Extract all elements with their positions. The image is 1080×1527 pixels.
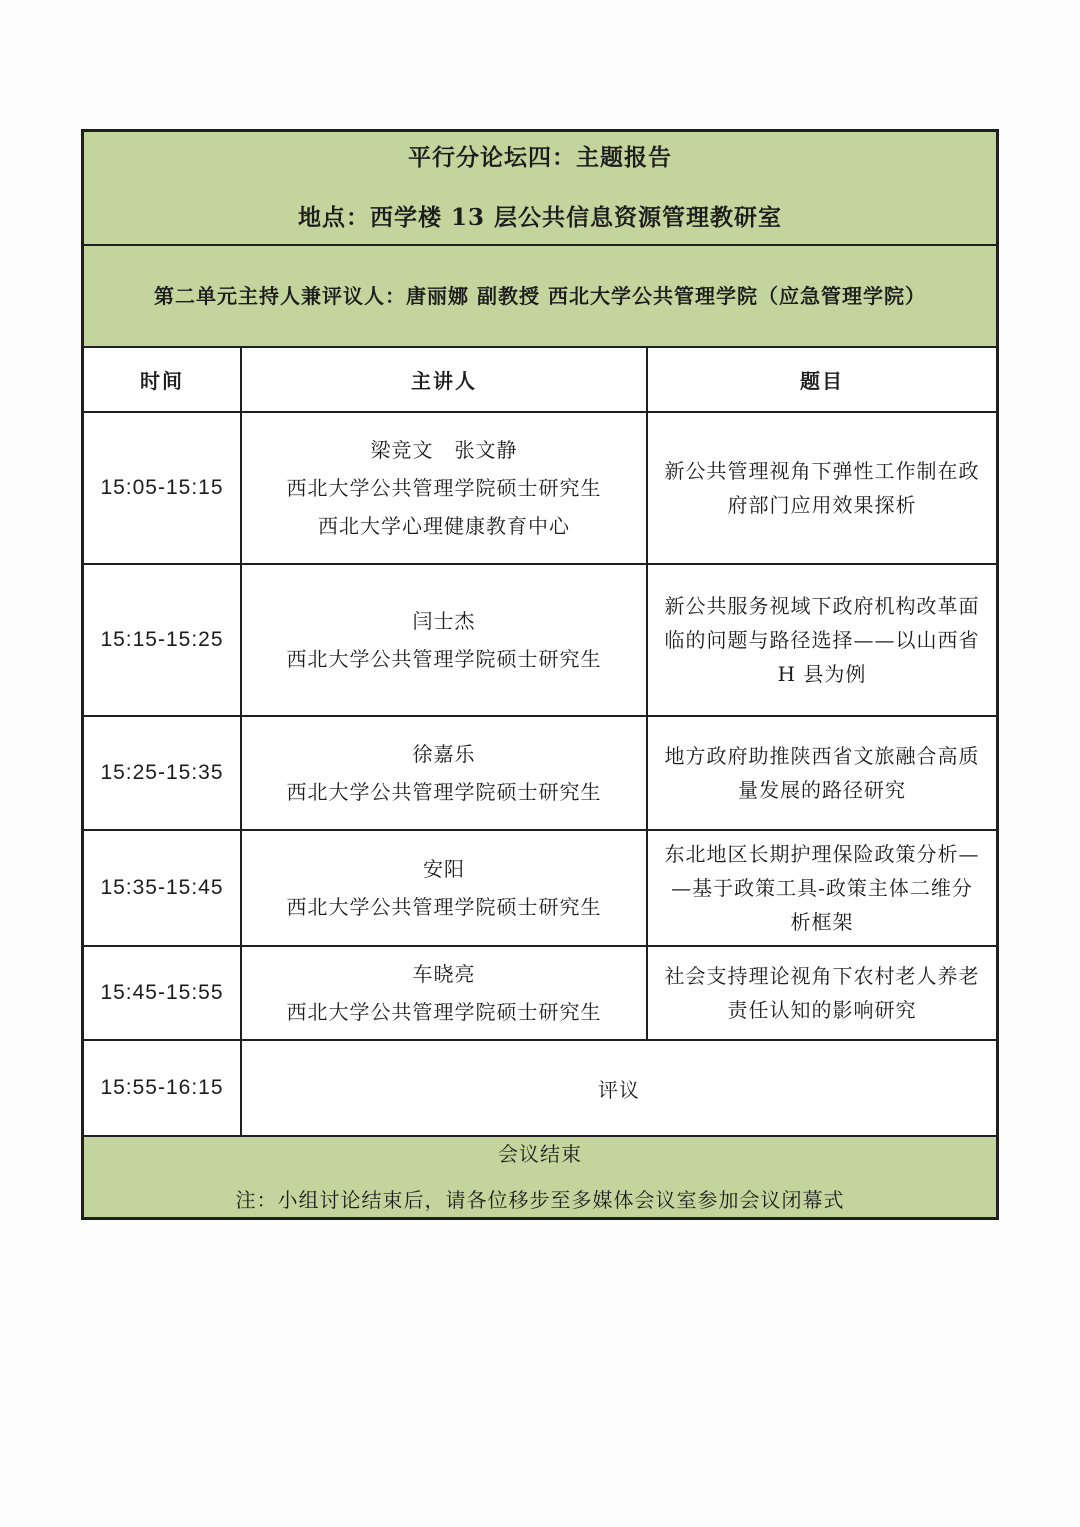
closing-text: 会议结束 (498, 1142, 582, 1166)
column-header-speaker: 主讲人 (240, 348, 646, 411)
speaker-line: 西北大学公共管理学院硕士研究生 (286, 895, 602, 919)
speaker-cell (240, 565, 646, 715)
title-line: 府部门应用效果探析 (727, 493, 917, 517)
title-cell (646, 413, 996, 563)
title-cell (646, 717, 996, 829)
title-line: H 县为例 (777, 662, 867, 686)
footer-block (84, 1135, 996, 1217)
moderator-value: 唐丽娜 副教授 西北大学公共管理学院（应急管理学院） (406, 284, 926, 308)
column-header-time: 时间 (140, 369, 184, 393)
moderator-line (154, 282, 926, 310)
speaker-line: 西北大学公共管理学院硕士研究生 (286, 1000, 602, 1024)
time-cell: 15:15-15:25 (100, 628, 224, 651)
title-line: 地方政府助推陕西省文旅融合高质 (664, 744, 980, 768)
speaker-cell (240, 947, 646, 1039)
title-cell (646, 565, 996, 715)
time-cell: 15:45-15:55 (100, 981, 224, 1004)
moderator-label: 第二单元主持人兼评议人： (154, 284, 407, 308)
title-line: 新公共服务视域下政府机构改革面 (664, 594, 980, 618)
schedule-row (84, 829, 996, 945)
schedule-row (84, 1039, 996, 1135)
speaker-line: 西北大学心理健康教育中心 (318, 514, 570, 538)
speaker-line: 西北大学公共管理学院硕士研究生 (286, 780, 602, 804)
time-cell: 15:35-15:45 (100, 876, 224, 899)
time-cell: 15:55-16:15 (100, 1076, 224, 1099)
speaker-cell (240, 413, 646, 563)
speaker-cell (240, 717, 646, 829)
schedule-row (84, 945, 996, 1039)
moderator-row (84, 244, 996, 346)
speaker-line: 安阳 (423, 857, 465, 881)
column-header-title: 题目 (646, 348, 996, 411)
title-line: 东北地区长期护理保险政策分析— (664, 842, 980, 866)
speaker-line: 车晓亮 (412, 962, 476, 986)
speaker-line: 西北大学公共管理学院硕士研究生 (286, 647, 602, 671)
schedule-row (84, 413, 996, 563)
time-cell: 15:05-15:15 (100, 476, 224, 499)
title-line: 析框架 (790, 910, 854, 934)
title-line: 量发展的路径研究 (738, 778, 906, 802)
title-line: 社会支持理论视角下农村老人养老 (664, 964, 980, 988)
title-line: 责任认知的影响研究 (727, 998, 917, 1022)
speaker-line: 西北大学公共管理学院硕士研究生 (286, 476, 602, 500)
forum-title: 平行分论坛四：主题报告 (408, 144, 672, 171)
title-line: 临的问题与路径选择——以山西省 (664, 628, 980, 652)
note-text: 注：小组讨论结束后，请各位移步至多媒体会议室参加会议闭幕式 (235, 1188, 845, 1212)
title-line: —基于政策工具-政策主体二维分 (671, 876, 973, 900)
column-header-row (84, 346, 996, 411)
forum-location: 地点：西学楼 13 层公共信息资源管理教研室 (297, 204, 783, 231)
schedule-row (84, 563, 996, 715)
title-line: 新公共管理视角下弹性工作制在政 (664, 459, 980, 483)
review-cell: 评议 (240, 1041, 996, 1135)
time-cell: 15:25-15:35 (100, 761, 224, 784)
title-cell (646, 947, 996, 1039)
schedule-row (84, 715, 996, 829)
table-title-block (84, 132, 996, 244)
speaker-cell (240, 831, 646, 945)
speaker-line: 闫士杰 (412, 609, 476, 633)
speaker-line: 梁竞文 张文静 (370, 438, 518, 462)
forum-schedule-table (81, 129, 999, 1220)
schedule-rows (84, 411, 996, 1135)
speaker-line: 徐嘉乐 (412, 742, 476, 766)
title-cell (646, 831, 996, 945)
